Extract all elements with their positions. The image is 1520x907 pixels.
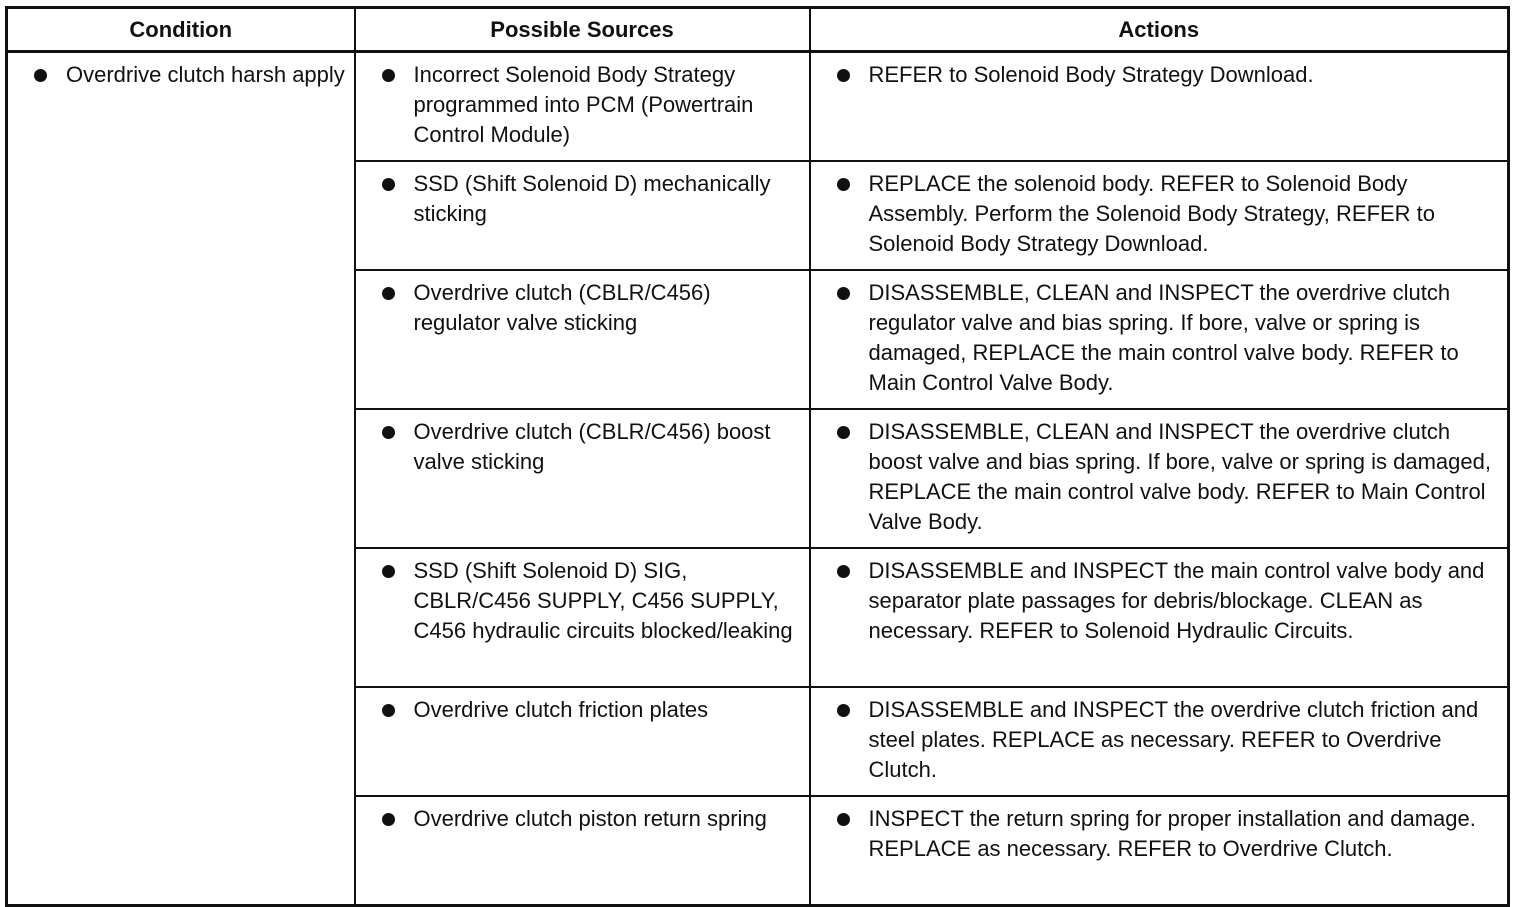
- bullet-icon: [382, 704, 395, 717]
- source-text: Overdrive clutch (CBLR/C456) boost valve sticking: [413, 419, 771, 474]
- source-cell: [355, 687, 810, 796]
- header-actions: Actions: [810, 8, 1509, 52]
- action-cell: [810, 409, 1509, 548]
- action-cell: [810, 52, 1509, 162]
- table-row: [7, 52, 1509, 162]
- action-item: [837, 804, 1500, 864]
- bullet-icon: [382, 426, 395, 439]
- bullet-icon: [837, 813, 850, 826]
- bullet-icon: [382, 287, 395, 300]
- source-item: [382, 169, 801, 229]
- source-item: [382, 417, 801, 477]
- bullet-icon: [382, 813, 395, 826]
- header-condition: Condition: [7, 8, 355, 52]
- action-cell: [810, 796, 1509, 906]
- action-item: [837, 417, 1500, 537]
- condition-text: Overdrive clutch harsh apply: [66, 62, 345, 87]
- source-text: Overdrive clutch piston return spring: [413, 806, 767, 831]
- action-item: [837, 60, 1500, 90]
- source-cell: [355, 270, 810, 409]
- source-item: [382, 60, 801, 150]
- action-text: INSPECT the return spring for proper installation and damage. REPLACE as necessary. REFER to Overdrive Clutch.: [868, 806, 1476, 861]
- source-cell: [355, 409, 810, 548]
- source-cell: [355, 52, 810, 162]
- action-item: [837, 556, 1500, 646]
- source-text: Overdrive clutch (CBLR/C456) regulator valve sticking: [413, 280, 711, 335]
- bullet-icon: [382, 565, 395, 578]
- bullet-icon: [382, 69, 395, 82]
- bullet-icon: [382, 178, 395, 191]
- source-cell: [355, 548, 810, 687]
- action-cell: [810, 270, 1509, 409]
- bullet-icon: [837, 704, 850, 717]
- action-text: DISASSEMBLE, CLEAN and INSPECT the overdrive clutch regulator valve and bias spring. If bore, valve or spring is damaged, REPLACE the main control valve body. REFER to Main Control Valve Body.: [868, 280, 1459, 395]
- header-possible-sources: Possible Sources: [355, 8, 810, 52]
- source-text: SSD (Shift Solenoid D) mechanically sticking: [413, 171, 771, 226]
- condition-item: [34, 60, 346, 90]
- action-item: [837, 695, 1500, 785]
- diagnosis-table: [5, 6, 1510, 907]
- bullet-icon: [837, 287, 850, 300]
- action-cell: [810, 548, 1509, 687]
- source-text: Incorrect Solenoid Body Strategy programmed into PCM (Powertrain Control Module): [413, 62, 754, 147]
- action-text: DISASSEMBLE and INSPECT the overdrive clutch friction and steel plates. REPLACE as necessary. REFER to Overdrive Clutch.: [868, 697, 1479, 782]
- bullet-icon: [837, 178, 850, 191]
- source-item: [382, 278, 801, 338]
- condition-cell: [7, 52, 355, 906]
- action-text: DISASSEMBLE, CLEAN and INSPECT the overdrive clutch boost valve and bias spring. If bore, valve or spring is damaged, REPLACE the main control valve body. REFER to Main Control Valve Body.: [868, 419, 1491, 534]
- bullet-icon: [837, 565, 850, 578]
- action-item: [837, 278, 1500, 398]
- source-text: Overdrive clutch friction plates: [413, 697, 709, 722]
- source-cell: [355, 161, 810, 270]
- source-cell: [355, 796, 810, 906]
- source-item: [382, 695, 801, 725]
- action-cell: [810, 687, 1509, 796]
- action-item: [837, 169, 1500, 259]
- header-row: [7, 8, 1509, 52]
- bullet-icon: [34, 69, 47, 82]
- source-item: [382, 804, 801, 834]
- bullet-icon: [837, 426, 850, 439]
- action-text: REPLACE the solenoid body. REFER to Solenoid Body Assembly. Perform the Solenoid Body Strategy, REFER to Solenoid Body Strategy Download.: [868, 171, 1436, 256]
- action-cell: [810, 161, 1509, 270]
- source-text: SSD (Shift Solenoid D) SIG, CBLR/C456 SUPPLY, C456 SUPPLY, C456 hydraulic circuits blocked/leaking: [413, 558, 793, 643]
- bullet-icon: [837, 69, 850, 82]
- action-text: DISASSEMBLE and INSPECT the main control valve body and separator plate passages for debris/blockage. CLEAN as necessary. REFER to Solenoid Hydraulic Circuits.: [868, 558, 1485, 643]
- source-item: [382, 556, 801, 646]
- action-text: REFER to Solenoid Body Strategy Download.: [868, 62, 1314, 87]
